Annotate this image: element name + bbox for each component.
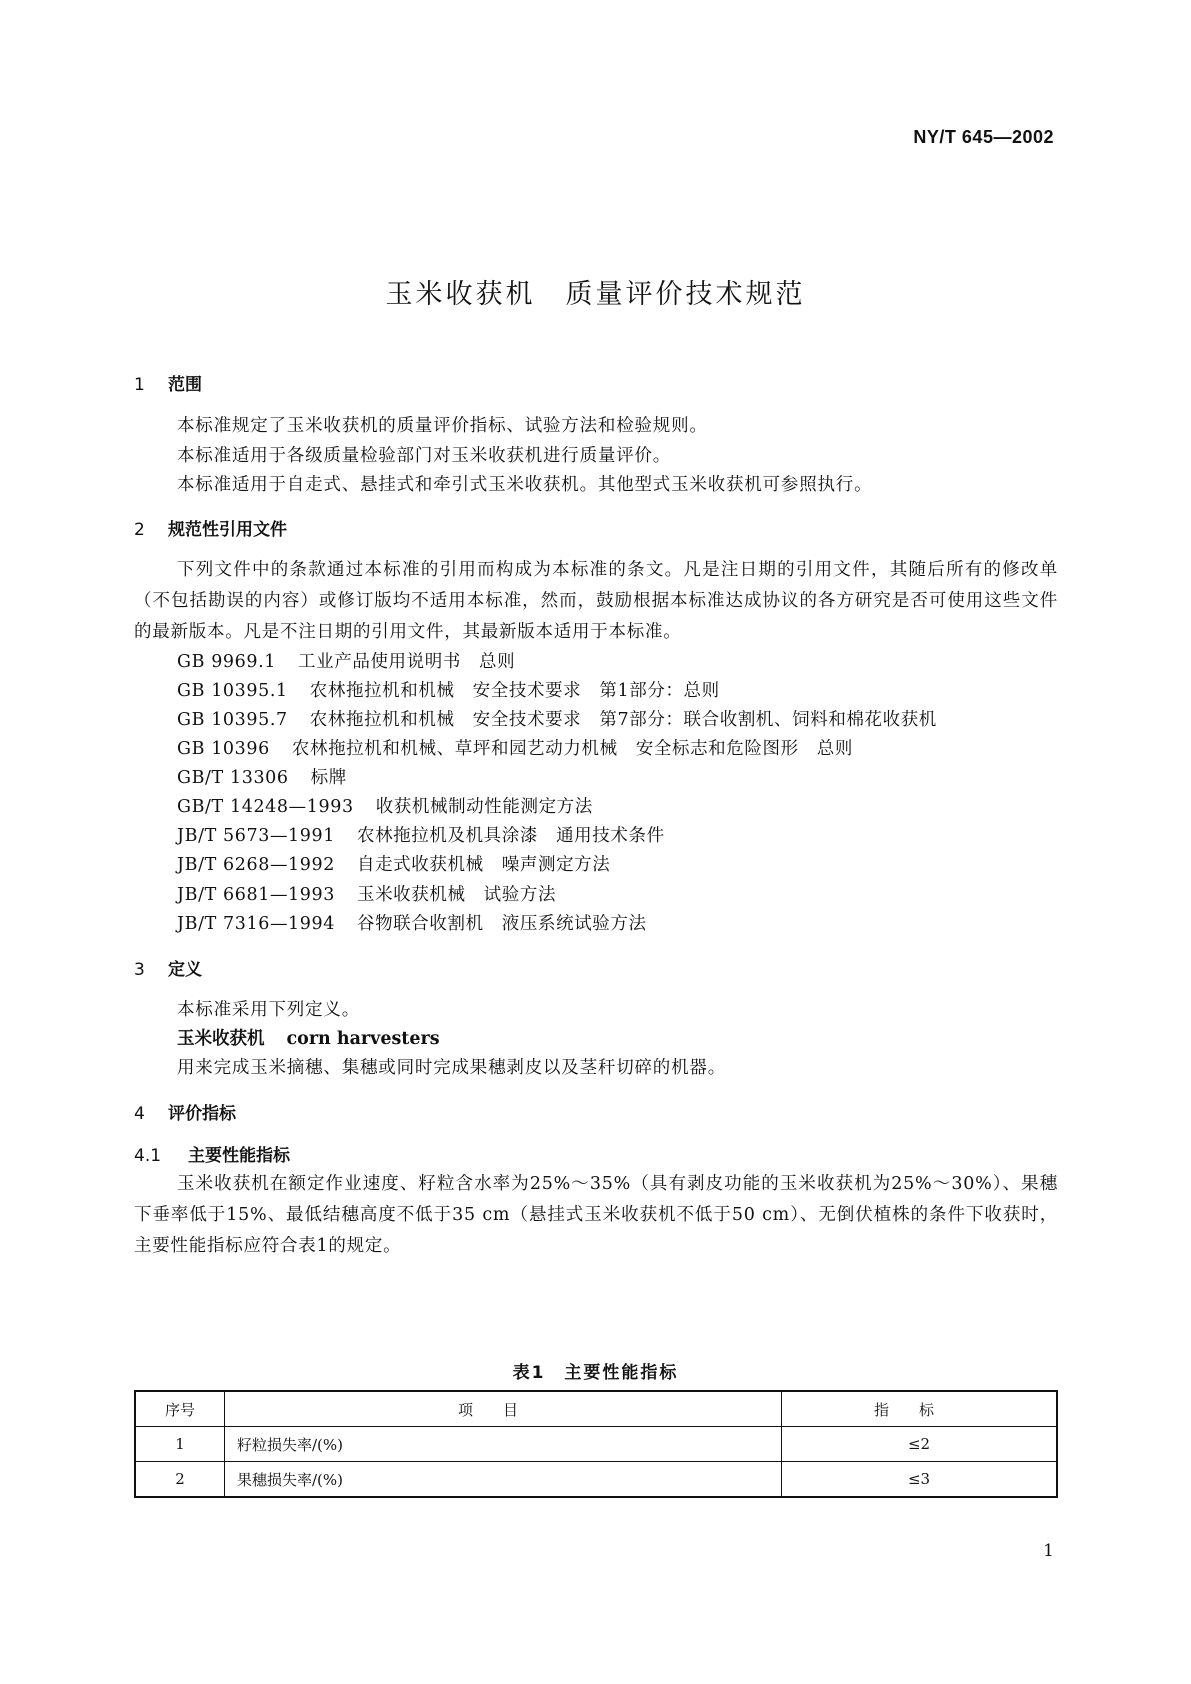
reference-code: GB 10395.7 — [177, 710, 288, 730]
reference-title: 工业产品使用说明书 总则 — [298, 652, 516, 672]
section-title: 范围 — [168, 375, 202, 395]
reference-code: GB 9969.1 — [177, 652, 277, 672]
reference-title: 谷物联合收割机 液压系统试验方法 — [356, 914, 647, 934]
paragraph: 本标准采用下列定义。 — [177, 1000, 360, 1020]
reference-title: 农林拖拉机和机械 安全技术要求 第7部分：联合收割机、饲料和棉花收获机 — [309, 710, 937, 730]
reference-item — [177, 648, 515, 673]
term-definition: 用来完成玉米摘穗、集穗或同时完成果穗剥皮以及茎秆切碎的机器。 — [177, 1058, 726, 1078]
reference-title: 农林拖拉机和机械 安全技术要求 第1部分：总则 — [309, 681, 720, 701]
reference-title: 收获机械制动性能测定方法 — [375, 797, 593, 817]
references-intro: 下列文件中的条款通过本标准的引用而构成为本标准的条文。凡是注日期的引用文件，其随后所有的修改单（不包括勘误的内容）或修订版均不适用本标准，然而，鼓励根据本标准达成协议的各方研究是否可使用这些文件的最新版本。凡是不注日期的引用文件，其最新版本适用于本标准。 — [134, 560, 1058, 642]
paragraph: 本标准规定了玉米收获机的质量评价指标、试验方法和检验规则。 — [177, 416, 708, 436]
subsection-paragraph: 玉米收获机在额定作业速度、籽粒含水率为25%～35%（具有剥皮功能的玉米收获机为25%～30%）、果穗下垂率低于15%、最低结穗高度不低于35 cm（悬挂式玉米收获机不低于50 cm）、无倒伏植株的条件下收获时，主要性能指标应符合表1的规定。 — [134, 1174, 1058, 1256]
reference-item — [177, 764, 347, 789]
term-english: corn harvesters — [286, 1029, 440, 1049]
section-title: 规范性引用文件 — [168, 520, 287, 540]
reference-item — [177, 881, 556, 906]
standard-code: NY/T 645—2002 — [913, 127, 1054, 147]
column-header: 指标 — [782, 1391, 1058, 1427]
table-cell: 2 — [135, 1462, 225, 1498]
table-row — [135, 1427, 1057, 1462]
reference-code: GB 10396 — [177, 739, 270, 759]
page-number: 1 — [1043, 1541, 1054, 1561]
section-4-heading — [134, 1099, 236, 1124]
reference-title: 农林拖拉机和机械、草坪和园艺动力机械 安全标志和危险图形 总则 — [291, 739, 853, 759]
reference-code: JB/T 6268—1992 — [177, 855, 335, 875]
reference-code: JB/T 6681—1993 — [177, 885, 335, 905]
table-row — [135, 1462, 1057, 1498]
subsection-title: 主要性能指标 — [188, 1146, 290, 1166]
performance-table — [134, 1390, 1058, 1498]
column-header: 项目 — [225, 1391, 782, 1427]
table-header-row — [135, 1391, 1057, 1427]
table-cell: 籽粒损失率/(%) — [225, 1427, 782, 1462]
section-title: 评价指标 — [168, 1104, 236, 1124]
reference-code: JB/T 7316—1994 — [177, 914, 335, 934]
section-number: 1 — [134, 375, 145, 395]
table-cell: 1 — [135, 1427, 225, 1462]
subsection-4-1-heading — [134, 1141, 290, 1166]
paragraph: 本标准适用于各级质量检验部门对玉米收获机进行质量评价。 — [177, 446, 672, 466]
table-cell: 果穗损失率/(%) — [225, 1462, 782, 1498]
section-number: 4 — [134, 1104, 145, 1124]
reference-item — [177, 677, 720, 702]
reference-title: 自走式收获机械 噪声测定方法 — [356, 855, 611, 875]
section-title: 定义 — [168, 960, 202, 980]
reference-title: 标牌 — [310, 768, 347, 788]
reference-code: GB/T 13306 — [177, 768, 289, 788]
reference-item — [177, 735, 853, 760]
reference-code: JB/T 5673—1991 — [177, 826, 335, 846]
section-3-heading — [134, 955, 202, 980]
section-number: 3 — [134, 960, 145, 980]
section-number: 2 — [134, 520, 145, 540]
term-entry — [177, 1025, 440, 1050]
section-2-heading — [134, 515, 287, 540]
column-header: 序号 — [135, 1391, 225, 1427]
reference-item — [177, 851, 610, 876]
reference-item — [177, 706, 937, 731]
table-caption: 表1 主要性能指标 — [512, 1363, 679, 1383]
reference-code: GB 10395.1 — [177, 681, 288, 701]
reference-code: GB/T 14248—1993 — [177, 797, 354, 817]
reference-item — [177, 910, 647, 935]
paragraph: 本标准适用于自走式、悬挂式和牵引式玉米收获机。其他型式玉米收获机可参照执行。 — [177, 475, 873, 495]
reference-item — [177, 822, 665, 847]
reference-title: 农林拖拉机及机具涂漆 通用技术条件 — [356, 826, 665, 846]
section-1-heading — [134, 370, 202, 395]
term-chinese: 玉米收获机 — [177, 1029, 265, 1049]
table-cell: ≤3 — [782, 1462, 1058, 1498]
document-title: 玉米收获机 质量评价技术规范 — [385, 279, 806, 310]
reference-title: 玉米收获机械 试验方法 — [356, 885, 557, 905]
table-cell: ≤2 — [782, 1427, 1058, 1462]
subsection-number: 4.1 — [134, 1146, 162, 1166]
reference-item — [177, 793, 593, 818]
